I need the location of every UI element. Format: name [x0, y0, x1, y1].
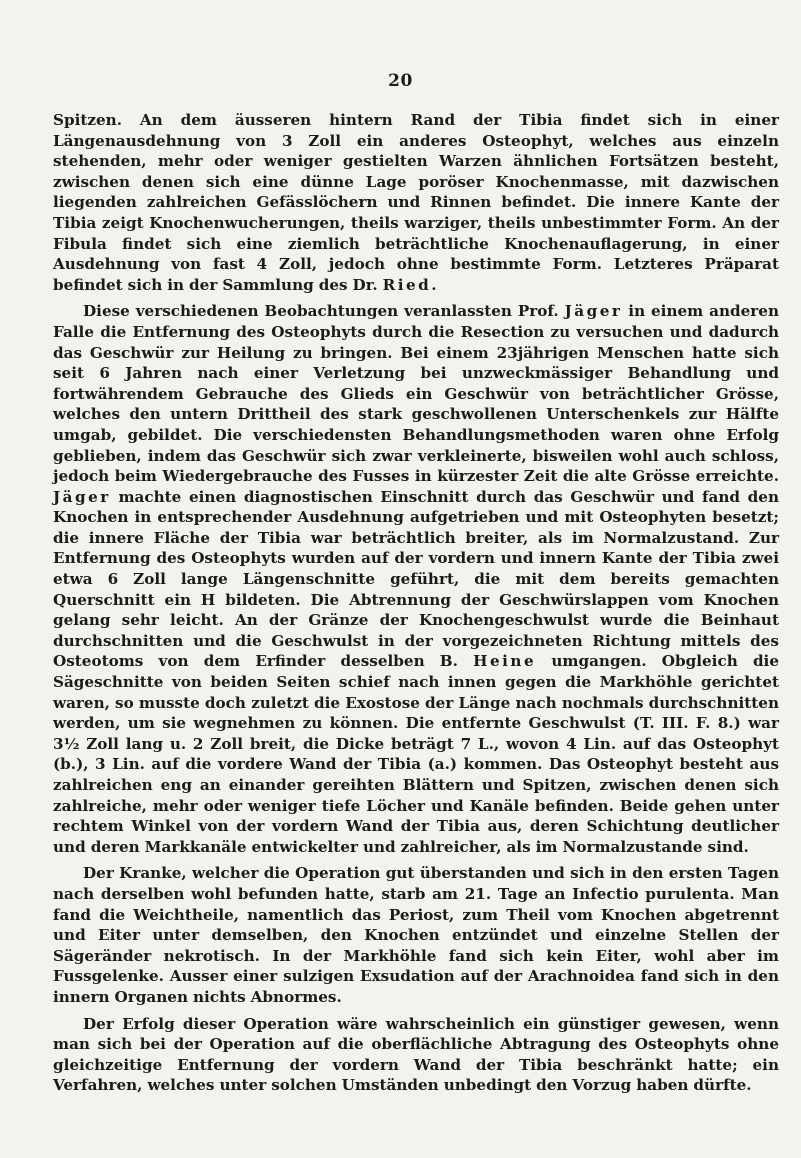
paragraph-1: [53, 110, 779, 295]
paragraph-4: [53, 1014, 779, 1096]
paragraph-text: Diese verschiedenen Beobachtungen veranlassten Prof.: [83, 302, 565, 321]
paragraph-3: [53, 863, 779, 1007]
paragraph-text: Der Erfolg dieser Operation wäre wahrscheinlich ein günstiger gewesen, wenn man sich bei der Operation auf die oberflächliche Abtragung des Osteophyts ohne gleichzeitige Entfernung der vordern Wand der Tibia beschränkt hatte; ein Verfahren, welches unter solchen Umständen unbedingt den Vorzug haben dürfte.: [53, 1014, 779, 1095]
author-name-jaeger: Jäger: [564, 302, 623, 321]
text-body: [53, 110, 779, 1096]
paragraph-text: .: [431, 275, 437, 294]
paragraph-text: Der Kranke, welcher die Operation gut überstanden und sich in den ersten Tagen nach derselben wohl befunden hatte, starb am 21. Tage an Infectio purulenta. Man fand die Weichtheile, namentlich das Periost, zum Theil vom Knochen abgetrennt und Eiter unter demselben, den Knochen entzündet und einzelne Stellen der Sägeränder nekrotisch. In der Markhöhle fand sich kein Eiter, wohl aber im Fussgelenke. Ausser einer sulzigen Exsudation auf der Arachnoidea fand sich in den innern Organen nichts Abnormes.: [53, 864, 779, 1006]
paragraph-text: machte einen diagnostischen Einschnitt durch das Geschwür und fand den Knochen in entsprechender Ausdehnung aufgetrieben und mit Osteophyten besetzt; die innere Fläche der Tibia war beträchtlich breiter, als im Normalzustand. Zur Entfernung des Osteophyts wurden auf der vordern und innern Kante der Tibia zwei etwa 6 Zoll lange Längenschnitte geführt, die mit dem bereits gemachten Querschnitt ein H bildeten. Die Abtrennung der Geschwürslappen vom Knochen gelang sehr leicht. An der Gränze der Knochengeschwulst wurde die Beinhaut durchschnitten und die Geschwulst in der vorgezeichneten Richtung mittels des Osteotoms von dem Erfinder desselben B.: [53, 487, 779, 671]
page-number: 20: [388, 71, 413, 91]
paragraph-2: [53, 301, 779, 857]
author-name-jaeger: Jäger: [53, 487, 111, 506]
paragraph-text: in einem anderen Falle die Entfernung des Osteophyts durch die Resection zu versuchen und dadurch das Geschwür zur Heilung zu bringen. Bei einem 23jährigen Menschen hatte sich seit 6 Jahren nach einer Verletzung bei unzweckmässiger Behandlung und fortwährendem Gebrauche des Glieds ein Geschwür von beträchtlicher Grösse, welches den untern Drittheil des stark geschwollenen Unterschenkels zur Hälfte umgab, gebildet. Die verschiedensten Behandlungsmethoden waren ohne Erfolg geblieben, indem das Geschwür sich zwar verkleinerte, bisweilen wohl auch schloss, jedoch beim Wiedergebrauche des Fusses in kürzester Zeit die alte Grösse erreichte.: [53, 302, 779, 486]
author-name-ried: Ried: [382, 275, 432, 294]
paragraph-text: Spitzen. An dem äusseren hintern Rand der Tibia findet sich in einer Längenausdehnung von 3 Zoll ein anderes Osteophyt, welches aus einzeln stehenden, mehr oder weniger gestielten Warzen ähnlichen Fortsätzen besteht, zwischen denen sich eine dünne Lage poröser Knochenmasse, mit dazwischen liegenden zahlreichen Gefässlöchern und Rinnen befindet. Die innere Kante der Tibia zeigt Knochenwucherungen, theils warziger, theils unbestimmter Form. An der Fibula findet sich eine ziemlich beträchtliche Knochenauflagerung, in einer Ausdehnung von fast 4 Zoll, jedoch ohne bestimmte Form. Letzteres Präparat befindet sich in der Sammlung des Dr.: [53, 111, 779, 294]
author-name-heine: Heine: [473, 652, 537, 671]
paragraph-text: umgangen. Obgleich die Sägeschnitte von beiden Seiten schief nach innen gegen die Markhöhle gerichtet waren, so musste doch zuletzt die Exostose der Länge nach nochmals durchschnitten werden, um sie wegnehmen zu können. Die entfernte Geschwulst (T. III. F. 8.) war 3½ Zoll lang u. 2 Zoll breit, die Dicke beträgt 7 L., wovon 4 Lin. auf das Osteophyt (b.), 3 Lin. auf die vordere Wand der Tibia (a.) kommen. Das Osteophyt besteht aus zahlreichen eng an einander gereihten Blättern und Spitzen, zwischen denen sich zahlreiche, mehr oder weniger tiefe Löcher und Kanäle befinden. Beide gehen unter rechtem Winkel von der vordern Wand der Tibia aus, deren Schichtung deutlicher und deren Markkanäle entwickelter und zahlreicher, als im Normalzustande sind.: [53, 652, 779, 856]
